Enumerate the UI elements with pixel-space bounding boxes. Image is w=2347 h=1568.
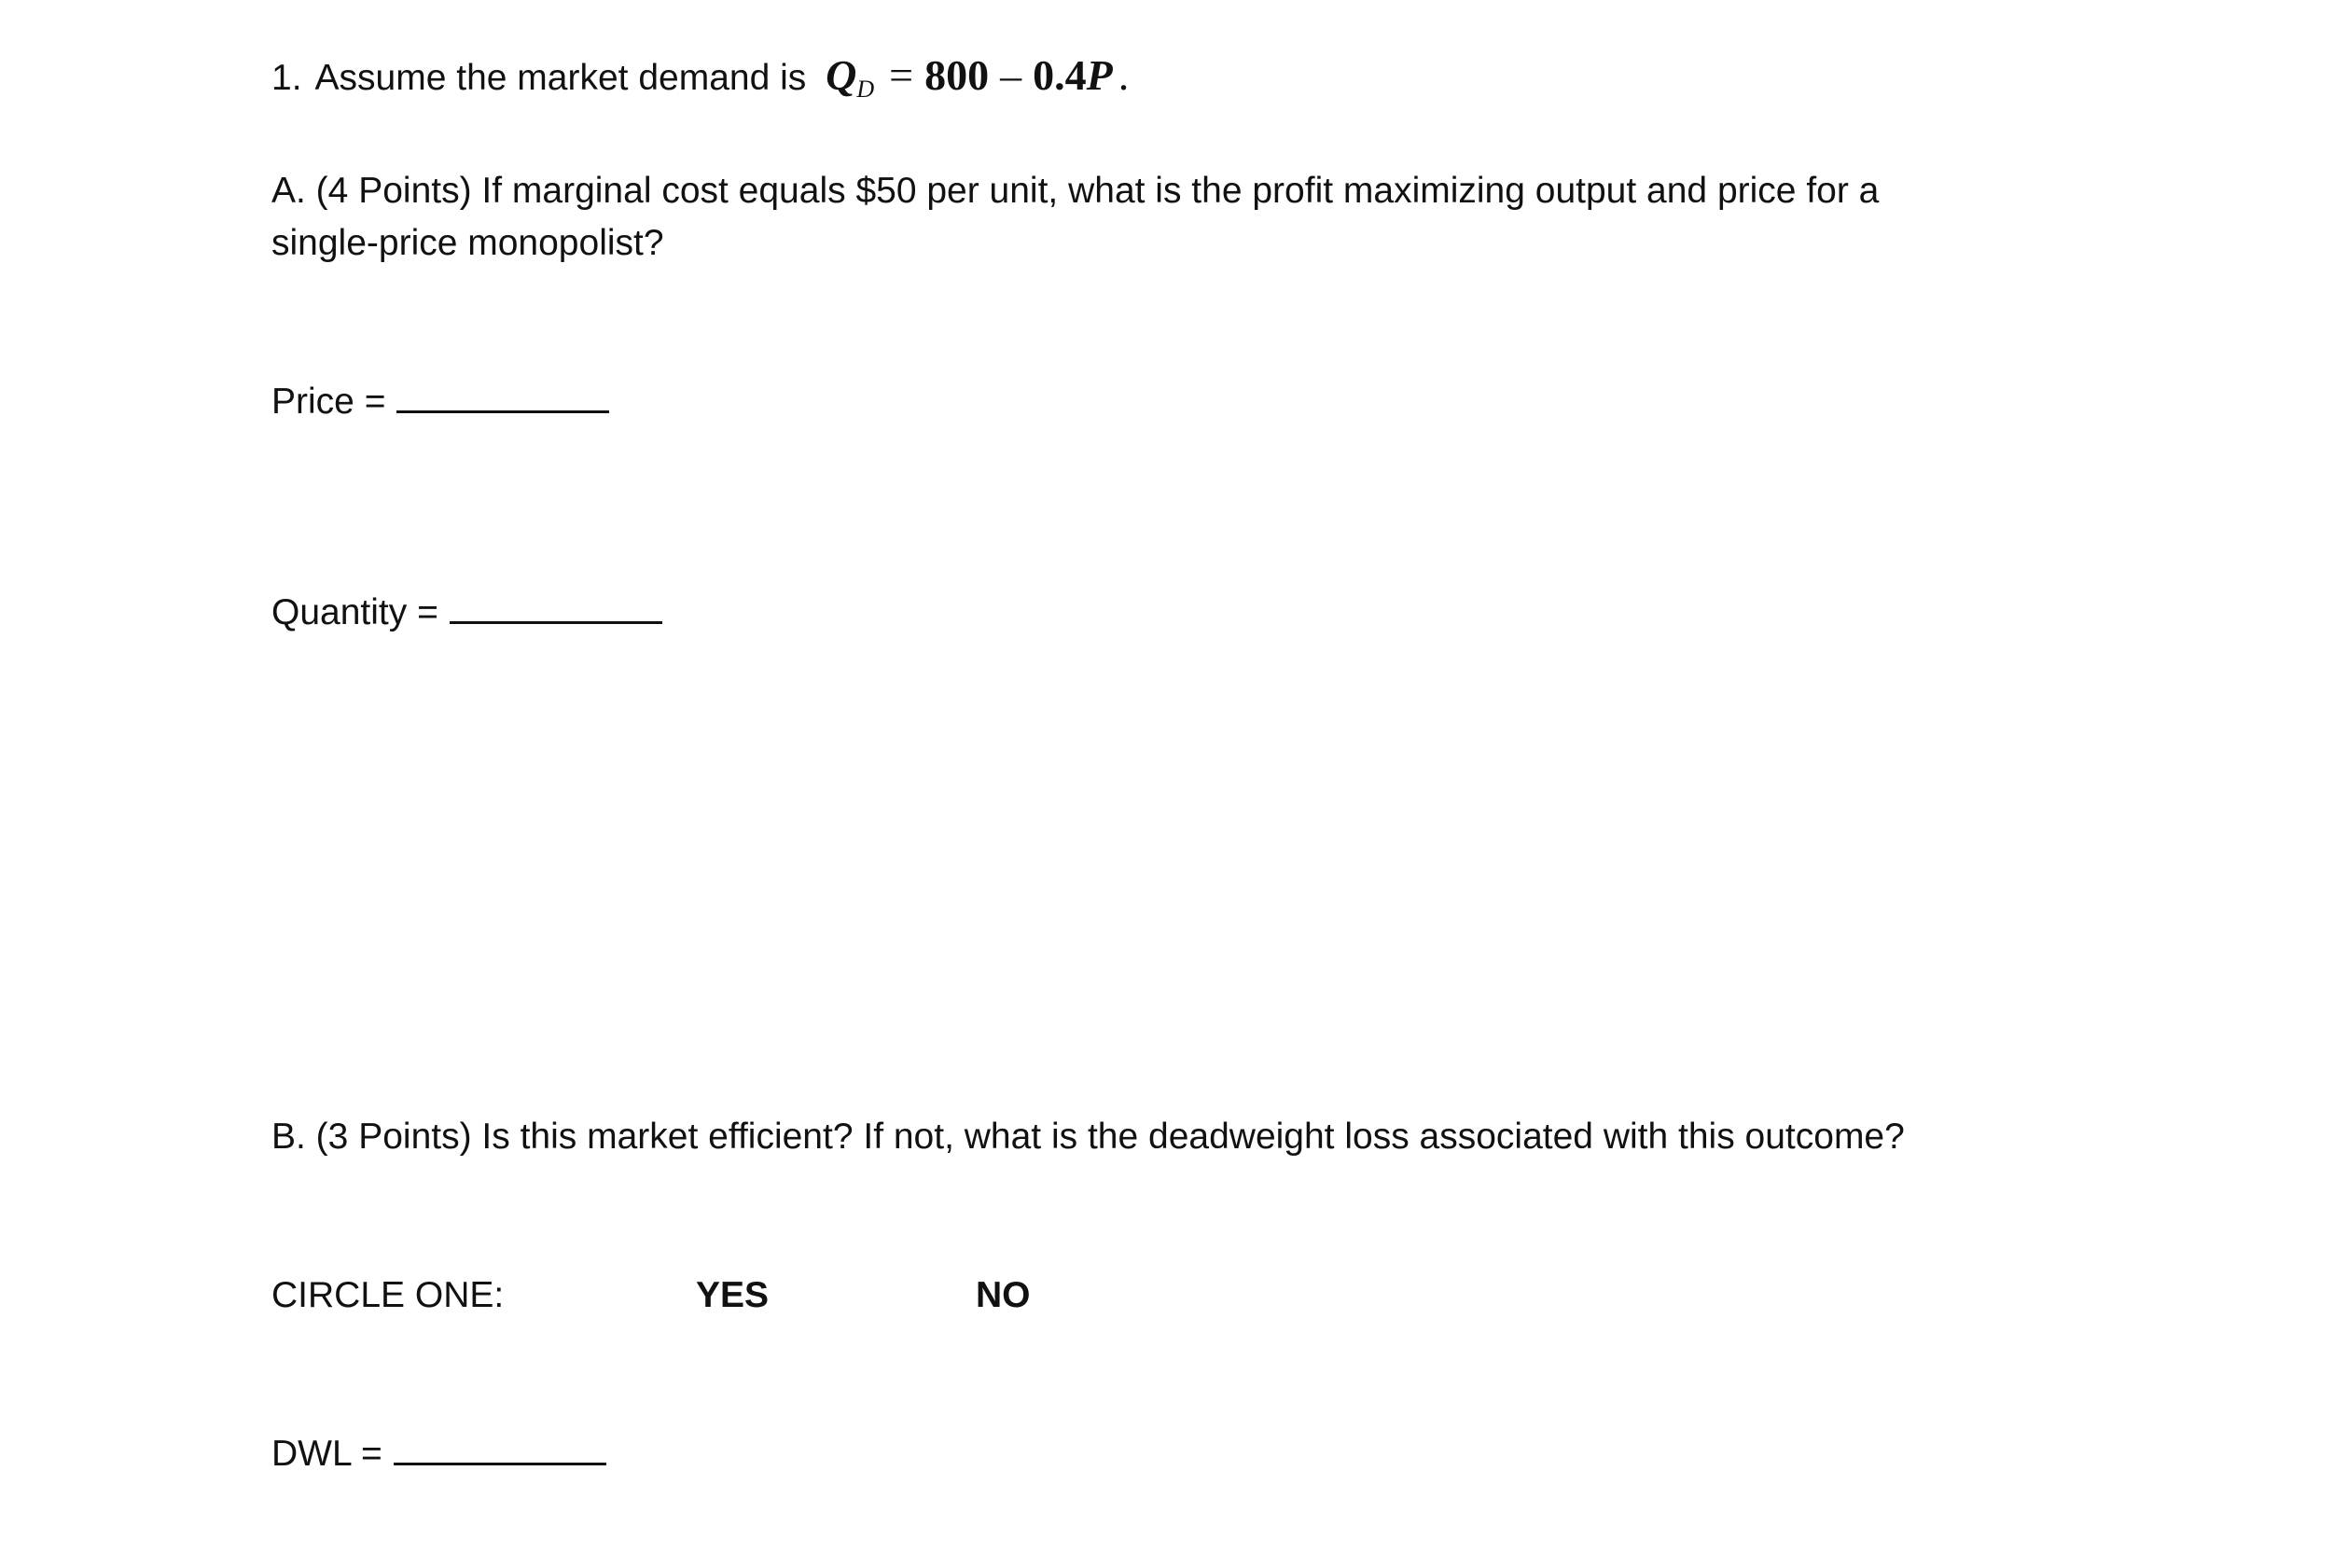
formula-p-var: P [1086, 51, 1113, 99]
price-label: Price = [271, 382, 386, 422]
formula-equals: = [889, 51, 914, 99]
formula-terminator: . [1118, 51, 1130, 99]
quantity-answer-blank[interactable] [450, 590, 662, 624]
formula-q-var: Q [826, 51, 857, 99]
quantity-answer-row [271, 588, 662, 638]
price-answer-blank[interactable] [396, 379, 609, 413]
option-no[interactable]: NO [976, 1275, 1031, 1315]
option-yes[interactable]: YES [696, 1275, 770, 1315]
part-b-prompt: B. (3 Points) Is this market efficient? If not, what is the deadweight loss associated with this outcome? [271, 1117, 1905, 1157]
price-answer-row [271, 377, 609, 427]
dwl-label: DWL = [271, 1434, 382, 1474]
dwl-answer-blank[interactable] [394, 1431, 606, 1465]
part-a-prompt-line2: single-price monopolist? [271, 223, 664, 263]
formula-subscript: D [856, 76, 875, 103]
question-number: 1. [271, 58, 302, 98]
formula-minus: – [1000, 51, 1022, 99]
circle-one-label: CIRCLE ONE: [271, 1275, 505, 1315]
question-1-header [271, 50, 1129, 115]
dwl-answer-row [271, 1429, 606, 1479]
part-a-prompt-line1: A. (4 Points) If marginal cost equals $50 per unit, what is the profit maximizing output and price for a [271, 171, 1880, 211]
demand-formula [826, 51, 1130, 103]
formula-coefficient: 0.4 [1033, 51, 1087, 99]
formula-constant: 800 [924, 51, 990, 99]
quantity-label: Quantity = [271, 592, 438, 632]
question-intro: Assume the market demand is [314, 58, 807, 98]
